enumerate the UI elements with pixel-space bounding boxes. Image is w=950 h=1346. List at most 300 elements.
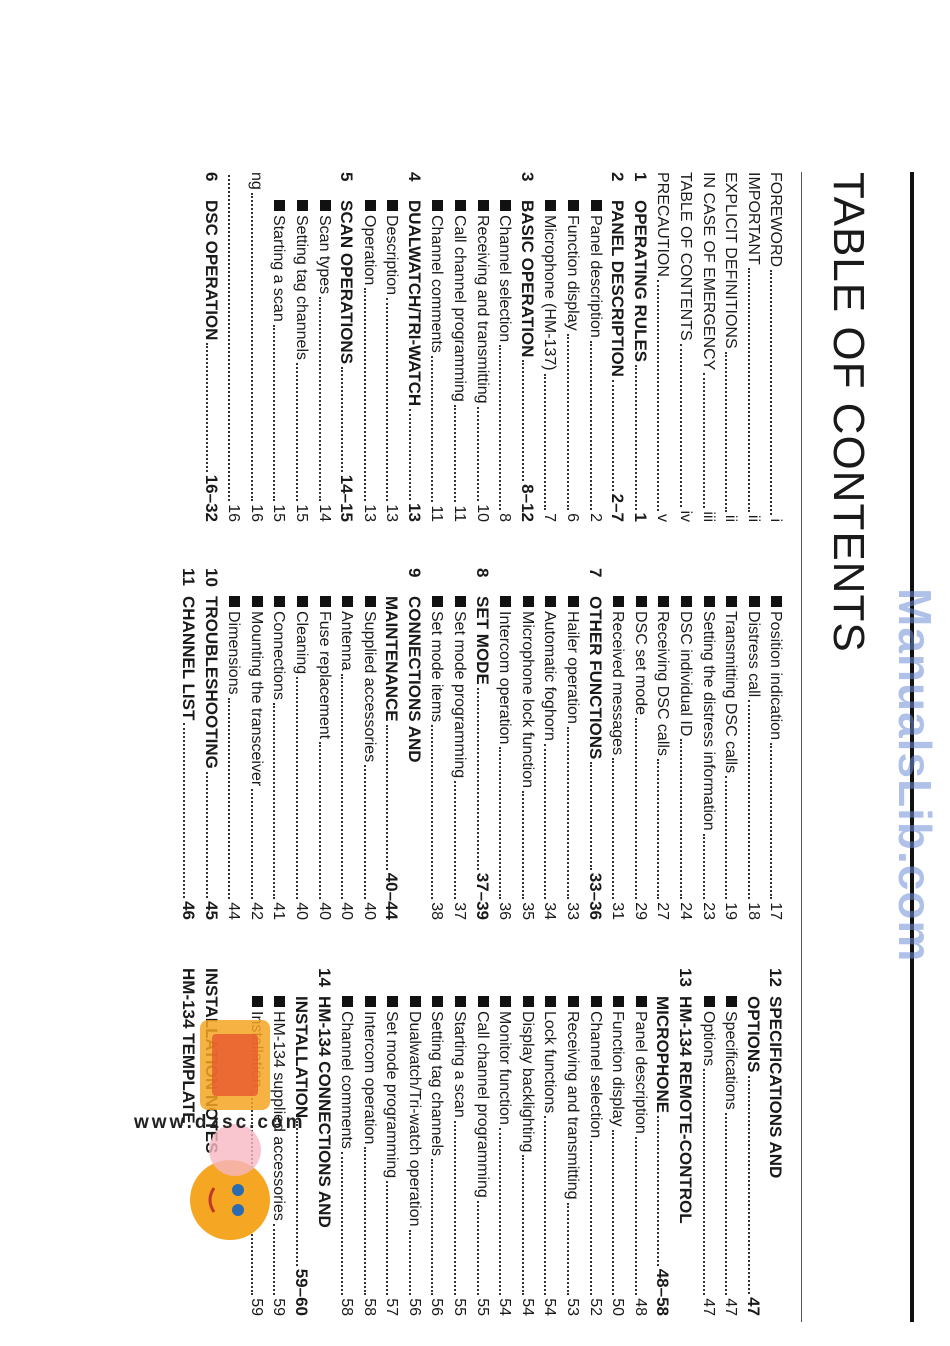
toc-page-number: 38 (428, 902, 446, 920)
toc-page-number: i (767, 518, 785, 522)
toc-entry-text: HM-134 TEMPLATE (178, 968, 198, 1124)
toc-page-number: 37 (451, 902, 469, 920)
toc-entry-label (359, 172, 379, 285)
toc-entry-label (607, 568, 627, 755)
toc-entry-text: PANEL DESCRIPTION (608, 200, 628, 377)
toc-page-number: 45 (201, 901, 221, 920)
toc-entry[interactable] (427, 968, 450, 1316)
toc-entry[interactable] (246, 172, 269, 522)
toc-entry-label (765, 968, 785, 1178)
toc-entry[interactable] (494, 172, 517, 522)
toc-entry[interactable] (652, 568, 675, 920)
toc-entry-label (517, 172, 537, 357)
toc-entry-text: TABLE OF CONTENTS (677, 172, 695, 341)
dot-leader (477, 407, 479, 502)
toc-entry-text: Set mode programming (451, 611, 469, 779)
toc-entry-text: FOREWORD (767, 172, 785, 268)
toc-entry-label (472, 568, 492, 685)
toc-entry[interactable] (539, 968, 562, 1316)
toc-entry-label (449, 568, 469, 778)
toc-entry[interactable] (427, 172, 450, 522)
section-number: 8 (472, 568, 492, 578)
toc-entry[interactable] (494, 568, 517, 920)
toc-entry[interactable] (427, 568, 450, 920)
dot-leader (499, 1128, 501, 1295)
toc-entry[interactable] (698, 968, 721, 1316)
toc-entry-label (562, 568, 582, 724)
toc-page-number: 13 (404, 503, 424, 522)
dot-leader (590, 341, 592, 510)
toc-entry-label (336, 568, 356, 671)
toc-section-entry[interactable] (743, 968, 766, 1316)
toc-entry[interactable] (291, 172, 314, 522)
toc-entry[interactable] (291, 568, 314, 920)
toc-page-number: 59 (270, 1298, 288, 1316)
toc-page-number: 15 (270, 504, 288, 522)
toc-entry-text: Automatic foghorn (541, 611, 559, 741)
toc-page-number: ii (722, 514, 740, 522)
toc-entry-label (449, 172, 469, 402)
toc-entry-text: IMPORTANT (744, 172, 762, 265)
toc-entry[interactable] (720, 968, 743, 1316)
section-number: 14 (314, 968, 334, 987)
toc-entry-label (539, 568, 559, 741)
toc-entry-text: Setting the distress information (699, 611, 717, 831)
toc-entry-text: Connections (270, 611, 288, 700)
dot-leader (432, 1159, 434, 1295)
dot-leader (477, 1201, 479, 1295)
toc-entry-label (291, 568, 311, 674)
section-number: 12 (766, 968, 786, 987)
dot-leader (703, 834, 705, 900)
toc-entry[interactable] (652, 172, 675, 522)
page-title: TABLE OF CONTENTS (824, 172, 873, 653)
toc-entry-label (630, 968, 650, 1134)
toc-entry[interactable] (381, 968, 404, 1316)
toc-page-number: 56 (428, 1298, 446, 1316)
toc-entry-text: MAINTENANCE (382, 596, 402, 722)
toc-section-entry[interactable] (607, 172, 630, 522)
dot-leader (748, 268, 750, 512)
toc-page-number: 54 (496, 1298, 514, 1316)
toc-page-number: 33–36 (585, 872, 605, 920)
dot-leader (657, 1116, 659, 1266)
dot-leader (206, 343, 208, 471)
toc-entry-label (268, 172, 288, 322)
toc-entry-text: ng (247, 172, 265, 190)
toc-page-number: 2 (586, 513, 604, 522)
toc-page-number: 36 (496, 902, 514, 920)
toc-section-entry[interactable] (201, 172, 224, 522)
title-rule (801, 172, 802, 1322)
dot-leader (228, 175, 230, 501)
toc-entry-label (246, 172, 266, 190)
toc-entry[interactable] (449, 968, 472, 1316)
dot-leader (544, 744, 546, 899)
toc-entry[interactable] (720, 568, 743, 920)
toc-page-number: 6 (564, 513, 582, 522)
toc-entry-text: Channel selection (496, 215, 514, 343)
toc-page-number: 40 (338, 902, 356, 920)
dot-leader (770, 743, 772, 899)
toc-entry-text: Intercom operation (360, 1011, 378, 1145)
toc-entry[interactable] (517, 568, 540, 920)
toc-entry-label (539, 968, 559, 1113)
toc-entry[interactable] (246, 568, 269, 920)
toc-entry[interactable] (314, 568, 337, 920)
section-number: 11 (178, 568, 198, 586)
toc-entry-label (449, 968, 469, 1118)
toc-page-number: 40 (292, 902, 310, 920)
toc-entry-label (607, 172, 627, 377)
toc-entry[interactable] (720, 172, 743, 522)
toc-entry-label (494, 968, 514, 1125)
toc-entry-label (539, 172, 559, 371)
toc-page-number: 11 (451, 505, 469, 522)
toc-page-number: 35 (518, 902, 536, 920)
dot-leader (386, 1181, 388, 1295)
toc-entry-text: Monitor function (496, 1011, 514, 1125)
toc-entry-label (381, 568, 401, 722)
toc-section-entry[interactable] (201, 568, 224, 920)
toc-entry-text: Transmitting DSC calls (722, 611, 740, 774)
toc-page-number: 23 (699, 902, 717, 920)
toc-entry-label (562, 968, 582, 1200)
toc-entry[interactable] (585, 172, 608, 522)
toc-page-number: 58 (360, 1298, 378, 1316)
toc-entry-label (314, 172, 334, 294)
toc-page-number: 19 (722, 902, 740, 920)
toc-entry-label (381, 968, 401, 1178)
toc-entry[interactable] (404, 968, 427, 1316)
toc-entry-text: OPERATING RULES (630, 200, 650, 363)
toc-entry-text: BASIC OPERATION (517, 200, 537, 358)
toc-entry-text: Description (383, 215, 401, 296)
toc-entry-label (743, 568, 763, 697)
toc-entry-text: Fuse replacement (315, 611, 333, 740)
toc-entry[interactable] (517, 968, 540, 1316)
toc-entry-label (472, 172, 492, 404)
toc-entry-text: Channel selection (586, 1011, 604, 1139)
toc-entry-label (359, 568, 379, 762)
toc-entry-text: OTHER FUNCTIONS (585, 596, 605, 760)
dot-leader (703, 373, 705, 508)
toc-section-entry[interactable] (178, 568, 201, 920)
dot-leader (748, 700, 750, 899)
toc-entry-text: SCAN OPERATIONS (337, 200, 357, 365)
toc-entry[interactable] (562, 172, 585, 522)
section-number: 2 (608, 172, 628, 182)
toc-entry-label (268, 568, 288, 700)
toc-entry[interactable] (336, 968, 359, 1316)
toc-entry-text: Antenna (338, 611, 356, 671)
toc-page-number: 47 (699, 1298, 717, 1316)
toc-entry-label (765, 568, 785, 740)
section-number: 7 (585, 568, 605, 578)
toc-entry-text: HM-134 supplied accessories (270, 1011, 288, 1221)
toc-entry[interactable] (675, 172, 698, 522)
toc-entry[interactable] (562, 568, 585, 920)
dot-leader (432, 725, 434, 899)
toc-section-entry[interactable] (585, 568, 608, 920)
toc-entry-label (494, 568, 514, 744)
dot-leader (770, 270, 772, 515)
toc-page-number: 53 (564, 1298, 582, 1316)
dot-leader (544, 374, 546, 510)
toc-entry-label (201, 172, 221, 340)
dot-leader (657, 759, 659, 899)
toc-page-number: 37–39 (472, 872, 492, 920)
toc-page-number: 40 (315, 902, 333, 920)
toc-entry-text: DSC individual ID (677, 611, 695, 737)
toc-entry-text: Cleaning (292, 611, 310, 675)
toc-page-number: 42 (247, 902, 265, 920)
dot-leader (477, 688, 479, 870)
toc-entry[interactable] (765, 172, 788, 522)
toc-entry-label (178, 568, 198, 720)
toc-entry-label (291, 172, 311, 360)
toc-entry[interactable] (472, 172, 495, 522)
toc-entry[interactable] (607, 968, 630, 1316)
toc-section-entry[interactable] (314, 968, 337, 1316)
toc-section-entry[interactable] (472, 568, 495, 920)
dot-leader (296, 363, 298, 501)
dot-leader (183, 723, 185, 898)
toc-entry-text: IN CASE OF EMERGENCY (699, 172, 717, 371)
dot-leader (432, 356, 434, 503)
toc-entry-label (720, 968, 740, 1110)
toc-entry[interactable] (562, 968, 585, 1316)
section-number: 6 (201, 172, 221, 182)
toc-page-number: 44 (225, 902, 243, 920)
dot-leader (341, 674, 343, 900)
toc-entry-text: Setting tag channels (428, 1011, 446, 1156)
toc-entry-text: HM-134 REMOTE-CONTROL (676, 996, 696, 1224)
dot-leader (635, 1137, 637, 1295)
toc-page-number: 15 (292, 504, 310, 522)
dot-leader (454, 405, 456, 503)
toc-entry-label (743, 172, 763, 265)
dot-leader (635, 718, 637, 899)
toc-entry-text: Channel comments (428, 215, 446, 353)
toc-entry-label (652, 172, 672, 277)
toc-entry[interactable] (675, 568, 698, 920)
toc-entry[interactable] (359, 968, 382, 1316)
toc-entry-label (698, 172, 718, 370)
toc-entry-text: Distress call (744, 611, 762, 698)
toc-page-number: ii (744, 514, 762, 522)
toc-column-1 (201, 172, 788, 522)
toc-entry-label (765, 172, 785, 267)
toc-entry-text: Receiving DSC calls (654, 611, 672, 756)
toc-entry-text: Display backlighting (518, 1011, 536, 1153)
toc-entry[interactable] (698, 172, 721, 522)
toc-section-entry[interactable] (675, 968, 698, 1316)
toc-entry-label (314, 568, 334, 739)
toc-entry-label (472, 968, 492, 1198)
dot-leader (725, 352, 727, 512)
toc-entry-text: Options (699, 1011, 717, 1067)
toc-page-number: 27 (654, 902, 672, 920)
toc-entry-text: Function display (609, 1011, 627, 1127)
toc-page-number: 40 (360, 902, 378, 920)
toc-entry[interactable] (539, 568, 562, 920)
section-number: 1 (630, 172, 650, 182)
toc-section-entry[interactable] (765, 968, 788, 1316)
toc-entry-label (427, 568, 447, 722)
toc-entry-text: PRECAUTION (654, 172, 672, 277)
toc-section-entry[interactable] (652, 968, 675, 1316)
toc-entry-label (743, 968, 763, 1073)
toc-entry[interactable] (336, 568, 359, 920)
toc-entry-text: SPECIFICATIONS AND (766, 996, 786, 1179)
toc-entry-label (404, 968, 424, 1227)
toc-entry-text: DUALWATCH/TRI-WATCH (404, 200, 424, 407)
toc-entry[interactable] (449, 568, 472, 920)
dot-leader (319, 297, 321, 501)
toc-page-number: 18 (744, 902, 762, 920)
toc-entry-text: Intercom operation (496, 611, 514, 745)
toc-section-entry[interactable] (404, 568, 427, 920)
logo-url: www.dzsc.com (134, 1112, 306, 1133)
toc-entry[interactable] (449, 172, 472, 522)
toc-entry-text: Received messages (609, 611, 627, 756)
toc-entry-text: Call channel programming (451, 215, 469, 402)
dot-leader (499, 747, 501, 899)
dot-leader (680, 344, 682, 508)
toc-entry-text: Lock functions (541, 1011, 559, 1114)
toc-page-number: 52 (586, 1298, 604, 1316)
toc-entry-label (427, 968, 447, 1156)
dot-leader (319, 742, 321, 899)
toc-entry-label (359, 968, 379, 1144)
dot-leader (273, 325, 275, 501)
toc-entry-text: Dualwatch/Tri-watch operation (405, 1011, 423, 1227)
toc-entry[interactable] (381, 172, 404, 522)
toc-page-number: 48 (631, 1298, 649, 1316)
toc-entry[interactable] (630, 968, 653, 1316)
toc-entry-text: Operation (360, 215, 378, 286)
toc-page-number: 57 (383, 1298, 401, 1316)
dot-leader (228, 698, 230, 900)
toc-page-number: 2–7 (608, 493, 628, 522)
toc-entry-text: Position indication (767, 611, 785, 740)
dot-leader (273, 703, 275, 899)
toc-entry[interactable] (698, 568, 721, 920)
toc-entry[interactable] (223, 172, 246, 522)
toc-page-number: 11 (428, 505, 446, 522)
toc-entry-label (517, 968, 537, 1152)
dot-leader (341, 367, 343, 472)
toc-entry-label (246, 568, 266, 786)
toc-entry[interactable] (743, 172, 766, 522)
dot-leader (725, 1113, 727, 1295)
toc-entry-label (381, 172, 401, 295)
toc-page-number: 47 (722, 1298, 740, 1316)
toc-entry-label (404, 568, 424, 763)
dot-leader (386, 298, 388, 501)
toc-entry-label (336, 968, 356, 1149)
toc-entry-text: INSTALLATION (291, 996, 311, 1119)
toc-entry[interactable] (607, 568, 630, 920)
dot-leader (341, 1152, 343, 1295)
toc-entry[interactable] (539, 172, 562, 522)
toc-entry-text: MICROPHONE (653, 996, 673, 1114)
toc-page-number: 46 (178, 901, 198, 920)
dot-leader (725, 776, 727, 899)
toc-section-entry[interactable] (630, 172, 653, 522)
toc-entry-text: HM-134 CONNECTIONS AND (314, 996, 334, 1228)
toc-entry-label (201, 568, 221, 769)
toc-section-entry[interactable] (517, 172, 540, 522)
toc-page-number: 14 (315, 504, 333, 522)
toc-page-number: 33 (564, 902, 582, 920)
dot-leader (454, 781, 456, 899)
toc-entry[interactable] (359, 172, 382, 522)
dot-leader (612, 1130, 614, 1296)
toc-entry[interactable] (268, 172, 291, 522)
toc-entry-text: Supplied accessories (360, 611, 378, 763)
toc-section-entry[interactable] (404, 172, 427, 522)
toc-entry[interactable] (314, 172, 337, 522)
toc-entry-label (698, 968, 718, 1066)
toc-page-number: 54 (518, 1298, 536, 1316)
toc-entry[interactable] (765, 568, 788, 920)
toc-entry-label (675, 172, 695, 341)
toc-page-number: 17 (767, 902, 785, 920)
toc-entry[interactable] (494, 968, 517, 1316)
dot-leader (409, 1230, 411, 1296)
toc-entry[interactable] (743, 568, 766, 920)
dot-leader (590, 762, 592, 869)
toc-entry-label (675, 968, 695, 1224)
toc-page-number: 56 (405, 1298, 423, 1316)
dot-leader (454, 1121, 456, 1295)
toc-entry-text: Setting tag channels (292, 215, 310, 360)
toc-entry-label (404, 172, 424, 406)
watermark: ManualsLib.com (889, 588, 941, 963)
toc-page-number: 16–32 (201, 474, 221, 522)
dot-leader (522, 360, 524, 481)
dot-leader (522, 791, 524, 899)
toc-entry[interactable] (268, 568, 291, 920)
toc-page-number: 8–12 (517, 484, 537, 522)
dot-leader (251, 789, 253, 899)
toc-entry[interactable] (472, 968, 495, 1316)
toc-entry[interactable] (585, 968, 608, 1316)
toc-entry-label (336, 172, 356, 364)
toc-entry[interactable] (359, 568, 382, 920)
dot-leader (612, 758, 614, 899)
dot-leader (364, 765, 366, 899)
dot-leader (499, 345, 501, 510)
toc-section-entry[interactable] (336, 172, 359, 522)
toc-entry-label (720, 172, 740, 349)
toc-entry-label (585, 568, 605, 759)
toc-column-2 (178, 568, 788, 920)
section-number: 4 (404, 172, 424, 182)
toc-page-number: 59 (247, 1298, 265, 1316)
toc-section-entry[interactable] (381, 568, 404, 920)
dot-leader (657, 280, 659, 511)
section-number: 9 (404, 568, 424, 578)
toc-entry-label (675, 568, 695, 736)
toc-page-number: 7 (541, 513, 559, 522)
toc-entry-text: Specifications (722, 1011, 740, 1110)
toc-entry[interactable] (223, 568, 246, 920)
toc-entry[interactable] (630, 568, 653, 920)
toc-page-number: 29 (631, 902, 649, 920)
